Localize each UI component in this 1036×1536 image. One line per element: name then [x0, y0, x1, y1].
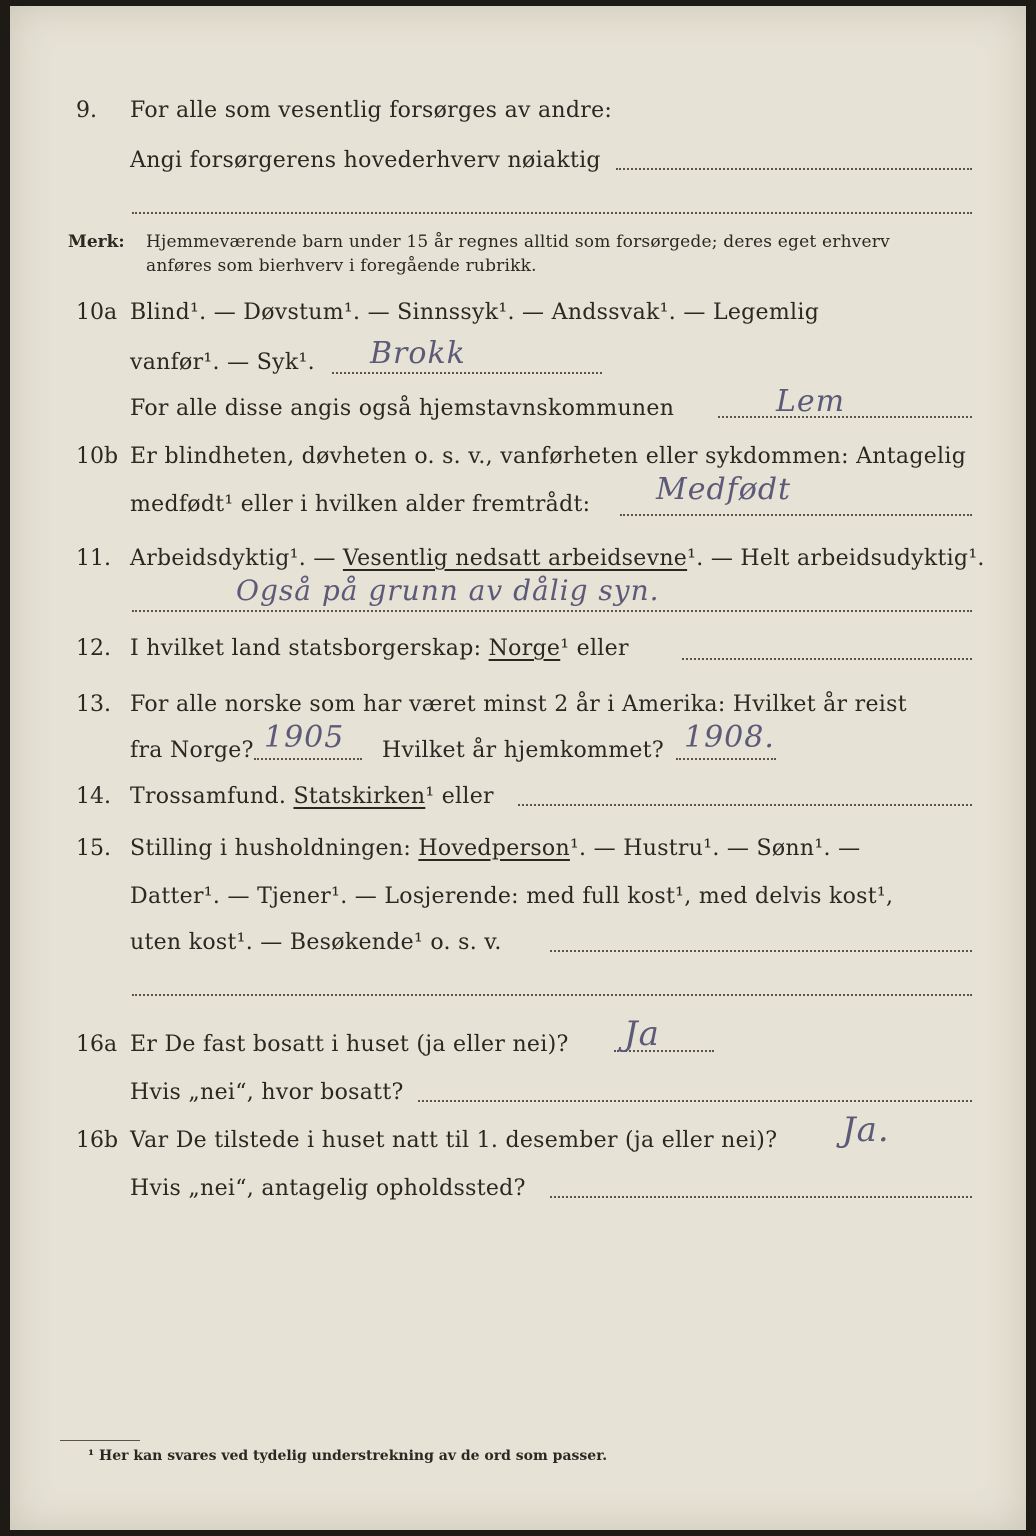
q12-part3: ¹ eller [560, 636, 629, 661]
q12-part2-underlined: Norge [488, 636, 561, 661]
q9-answer-line [616, 168, 972, 170]
q10b-line2: medfødt¹ eller i hvilken alder fremtrådt: [130, 492, 591, 517]
q14-part3: ¹ eller [425, 784, 494, 809]
q12-answer-line [682, 658, 972, 660]
merk-label: Merk: [68, 232, 125, 252]
q16b-handwriting: Ja. [842, 1110, 890, 1150]
q16b-line1: Var De tilstede i huset natt til 1. desember (ja eller nei)? [130, 1128, 778, 1153]
q16b-number: 16b [76, 1128, 119, 1153]
q9-line1: For alle som vesentlig forsørges av andre: [130, 98, 613, 123]
footnote: ¹ Her kan svares ved tydelig understrekning av de ord som passer. [88, 1448, 608, 1464]
q16b-opholdssted-line [550, 1196, 972, 1198]
q15-part1: Stilling i husholdningen: [130, 836, 419, 861]
q13-reist-handwriting: 1905 [264, 720, 345, 755]
q13-hjem-line [676, 758, 776, 760]
q13-line1: For alle norske som har været minst 2 år i Amerika: Hvilket år reist [130, 692, 907, 717]
q11-answer-line [132, 610, 972, 612]
q11-text [130, 546, 985, 571]
q13-line2a: fra Norge? [130, 738, 254, 763]
q11-number: 11. [76, 546, 111, 571]
q16a-handwriting: Ja [624, 1014, 660, 1054]
q16b-line2: Hvis „nei“, antagelig opholdssted? [130, 1176, 526, 1201]
q10b-line1: Er blindheten, døvheten o. s. v., vanførheten eller sykdommen: Antagelig [130, 444, 967, 469]
q15-answer-line [550, 950, 972, 952]
q15-line3: uten kost¹. — Besøkende¹ o. s. v. [130, 930, 502, 955]
q15-number: 15. [76, 836, 111, 861]
q13-hjem-handwriting: 1908. [684, 720, 775, 755]
census-form-page [10, 6, 1026, 1530]
q10b-answer-line [620, 514, 972, 516]
q10a-number: 10a [76, 300, 118, 325]
q15-answer-line-2 [132, 994, 972, 996]
q16a-bosatt-line [418, 1100, 972, 1102]
q14-number: 14. [76, 784, 111, 809]
q14-part2-underlined: Statskirken [293, 784, 426, 809]
q16a-number: 16a [76, 1032, 118, 1057]
q11-part1: Arbeidsdyktig¹. — [130, 546, 343, 571]
q14-text [130, 784, 494, 809]
q16a-line2: Hvis „nei“, hvor bosatt? [130, 1080, 404, 1105]
q10a-kommune-handwriting: Lem [776, 384, 846, 419]
q15-part2-underlined: Hovedperson [418, 836, 570, 861]
merk-line2: anføres som bierhverv i foregående rubrikk. [146, 256, 537, 276]
q10a-line3: For alle disse angis også hjemstavnskommunen [130, 396, 675, 421]
q11-handwriting: Også på grunn av dålig syn. [236, 574, 660, 607]
q10a-line2: vanfør¹. — Syk¹. [130, 350, 315, 375]
footnote-rule [60, 1440, 140, 1441]
q14-answer-line [518, 804, 972, 806]
q10a-syk-handwriting: Brokk [370, 336, 466, 371]
q16a-line1: Er De fast bosatt i huset (ja eller nei)? [130, 1032, 569, 1057]
q10b-handwriting: Medfødt [656, 472, 792, 507]
q10a-syk-line [332, 372, 602, 374]
q11-part3: ¹. — Helt arbeidsudyktig¹. [687, 546, 985, 571]
q13-reist-line [254, 758, 362, 760]
merk-line1: Hjemmeværende barn under 15 år regnes alltid som forsørgede; deres eget erhverv [146, 232, 890, 252]
q10a-line1: Blind¹. — Døvstum¹. — Sinnssyk¹. — Andssvak¹. — Legemlig [130, 300, 820, 325]
q14-part1: Trossamfund. [130, 784, 294, 809]
q15-line2: Datter¹. — Tjener¹. — Losjerende: med full kost¹, med delvis kost¹, [130, 884, 894, 909]
q12-part1: I hvilket land statsborgerskap: [130, 636, 489, 661]
q10b-number: 10b [76, 444, 119, 469]
q13-number: 13. [76, 692, 111, 717]
q12-text [130, 636, 629, 661]
q13-line2b: Hvilket år hjemkommet? [382, 738, 664, 763]
q15-part3: ¹. — Hustru¹. — Sønn¹. — [569, 836, 861, 861]
q9-line2: Angi forsørgerens hovederhverv nøiaktig [130, 148, 601, 173]
q11-part2-underlined: Vesentlig nedsatt arbeidsevne [342, 546, 688, 571]
q15-text [130, 836, 860, 861]
q12-number: 12. [76, 636, 111, 661]
q9-answer-line-2 [132, 212, 972, 214]
q9-number: 9. [76, 98, 97, 123]
